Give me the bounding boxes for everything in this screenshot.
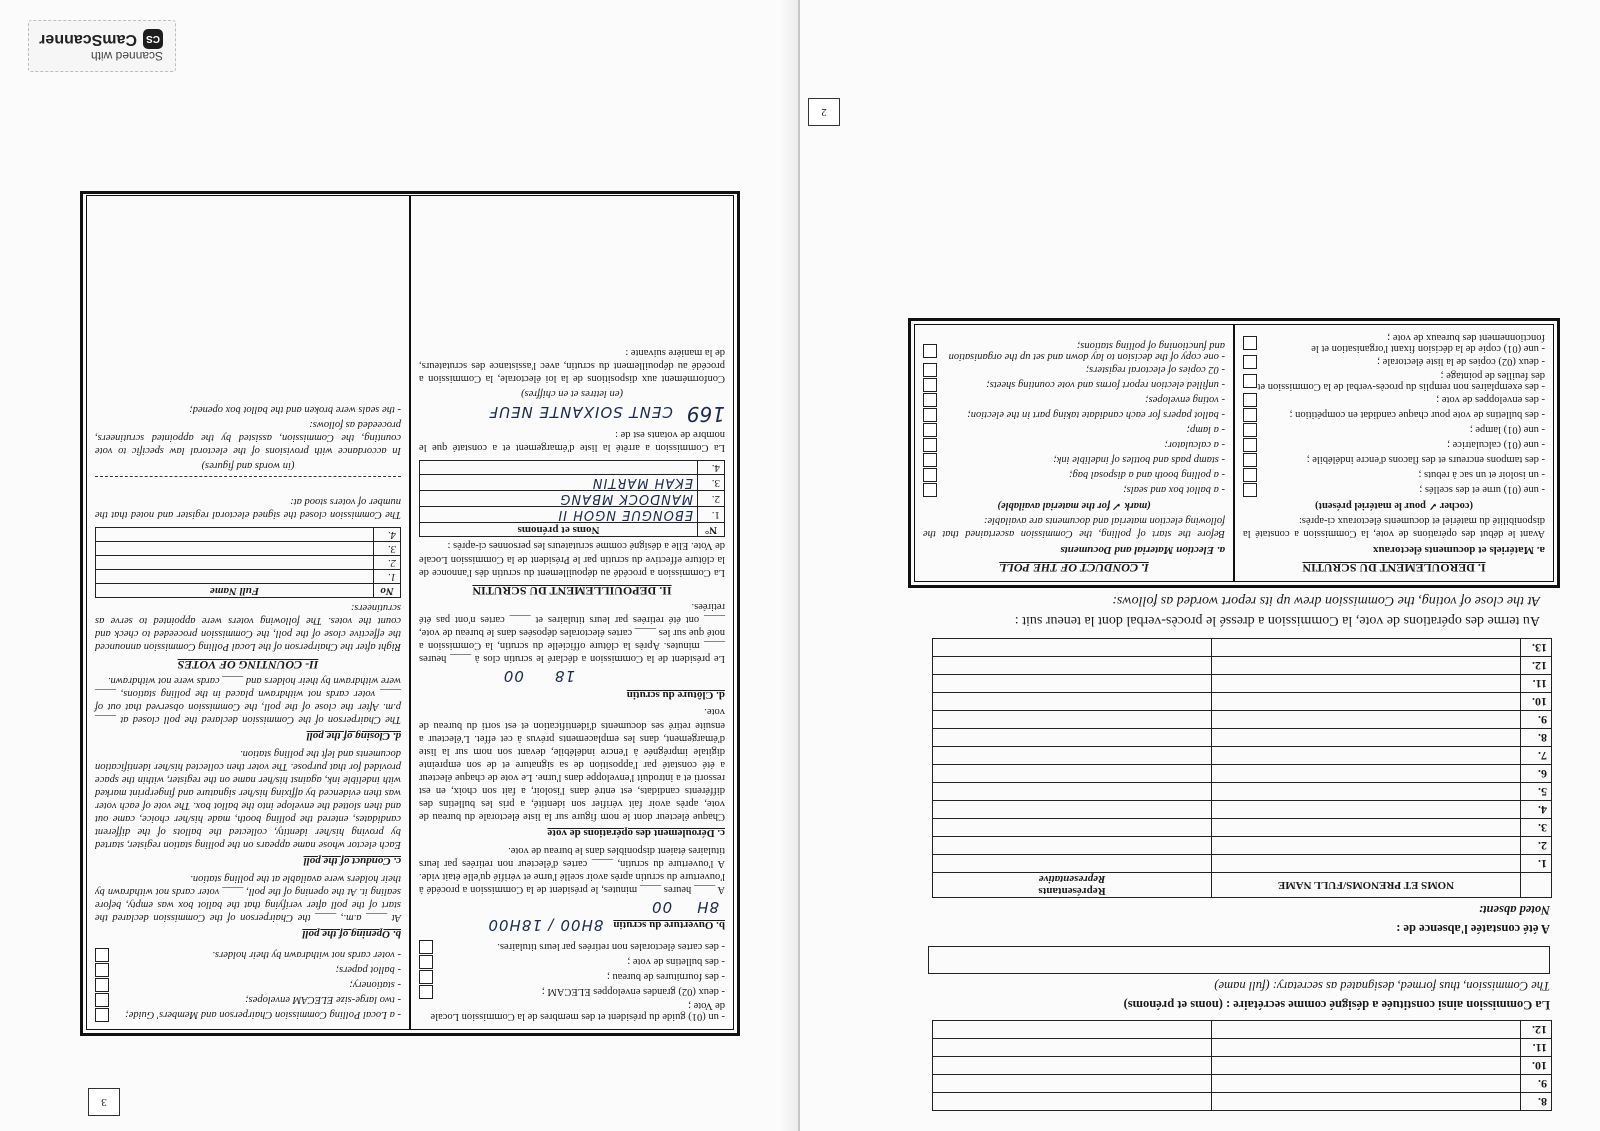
section-1-french — [1233, 325, 1553, 581]
row-number: 11. — [1521, 675, 1552, 693]
scrutineer-name — [420, 461, 698, 475]
no-header: N° — [698, 523, 725, 537]
secretary-field — [928, 946, 1550, 974]
row-number: 9. — [1521, 711, 1552, 729]
material-item-en: - a polling booth and a disposal bag; — [1068, 469, 1225, 481]
row-number: 3. — [1521, 819, 1552, 837]
row-number: 1. — [1521, 855, 1552, 873]
page-fold-shadow — [780, 0, 798, 1131]
material-item-fr: - des fournitures de bureau ; — [606, 971, 725, 983]
report-intro-en: At the close of voting, the Commission drew up its report worded as follows: — [1112, 593, 1540, 608]
material-checkbox[interactable] — [923, 378, 937, 392]
table-row — [933, 837, 1552, 855]
material-checkbox[interactable] — [923, 438, 937, 452]
page-3-english — [87, 196, 409, 1029]
table-header-row — [420, 523, 725, 537]
absent-name-header: NOMS ET PRENOMS/FULL NAME — [1212, 873, 1521, 898]
row-number: 5. — [1521, 783, 1552, 801]
row-number: 12. — [1521, 657, 1552, 675]
voters-count-words-handwritten: CENT SOIXANTE NEUF — [488, 403, 673, 422]
counting-text-en: Right after the Chairperson of the Local Polling Commission announced the effective close of the poll, the Commission proceeded to check and count the votes. The following voters were appointed to serve as scrutineers: — [95, 601, 401, 652]
closing-minutes-handwritten: 00 — [502, 667, 524, 686]
material-item-en: - two large-size ELECAM envelopes; — [245, 994, 401, 1006]
table-row — [933, 729, 1552, 747]
voters-note-fr: (en lettres et en chiffres) — [521, 388, 623, 400]
section-1a-title-fr: a. Matériels et documents électoraux — [1373, 544, 1545, 556]
page-number: 2 — [808, 98, 840, 126]
material-checkbox[interactable] — [95, 948, 109, 962]
material-item-fr: - des cartes électorales non retirées par leurs titulaires. — [497, 941, 725, 953]
material-checkbox[interactable] — [1243, 355, 1257, 369]
table-header-row — [96, 584, 401, 598]
table-row — [420, 507, 725, 523]
row-number: 1. — [374, 570, 401, 584]
material-item-en: - one copy of the decision to lay down and set up the organisation and functioning of polling stations; — [948, 339, 1225, 362]
material-item-en: - a lamp; — [1186, 424, 1225, 436]
opening-hours-handwritten: 8H — [696, 898, 719, 916]
material-checkbox[interactable] — [1243, 374, 1257, 388]
secretary-label-en: The Commission, thus formed, designated as secretary: (full name) — [1214, 979, 1550, 993]
secretary-label-fr: La Commission ainsi constituée a désigné comme secrétaire : (noms et prénoms) — [1123, 998, 1550, 1012]
table-row — [420, 491, 725, 507]
voters-note-en: (in words and figures) — [201, 460, 295, 472]
section-1a-note-fr: (cocher ✓ pour le matériel présent) — [1315, 499, 1473, 511]
row-number: 2. — [1521, 837, 1552, 855]
opening-time-handwritten: 8H00 / 18H00 — [487, 916, 604, 934]
row-number: 9. — [1521, 1075, 1552, 1093]
conduct-title-fr: c. Déroulement des opérations de vote — [547, 827, 725, 840]
closing-hours-handwritten: 18 — [553, 667, 575, 686]
table-row — [933, 639, 1552, 657]
material-item-en: - ballot papers; — [335, 964, 401, 976]
voters-count-handwritten: 169 — [686, 402, 725, 427]
material-item-en: - stamp pads and bottles of indelible ink; — [1053, 454, 1225, 466]
table-row — [933, 675, 1552, 693]
material-item-en: - stationery; — [349, 979, 401, 991]
table-row — [420, 475, 725, 491]
section-1a-title-en: a. Election Material and Documents — [1060, 544, 1225, 556]
scrutineer-name: MANDOCK MBANG — [420, 491, 698, 507]
table-row — [96, 542, 401, 556]
material-checkbox[interactable] — [923, 408, 937, 422]
page-2 — [820, 91, 1560, 1111]
material-checkbox[interactable] — [923, 393, 937, 407]
opening-minutes-handwritten: 00 — [651, 898, 673, 916]
table-row — [933, 1057, 1552, 1075]
section-1a-text-fr: Avant le début des opérations de vote, la Commission a constaté la disponibilité du matériel et documents électoraux ci-après: — [1243, 514, 1545, 539]
material-item-fr: - une (01) copie de la décision fixant l'organisation et le fonctionnement des bureaux de vote ; — [1311, 331, 1545, 354]
table-row — [933, 1075, 1552, 1093]
row-number: 4. — [1521, 801, 1552, 819]
page-fold — [798, 0, 800, 1131]
table-row — [933, 747, 1552, 765]
opening-text-fr: A ____ heures ____ minutes, le président de la Commission a procédé à l'ouverture du scrutin après avoir scellé l'urne et vérifié qu'elle était vide. A l'ouverture du scrutin, ____ cartes d'électeur non retirées par leurs titulaires étaient disponibles dans le bureau de vote. — [419, 844, 725, 895]
material-checkbox[interactable] — [419, 970, 433, 984]
watermark-line1: Scanned with — [90, 49, 163, 63]
row-number: 4. — [698, 461, 725, 475]
table-row — [96, 570, 401, 584]
material-item-fr: - une (01) calculatrice ; — [1447, 439, 1545, 451]
scrutineers-table-en — [95, 528, 401, 599]
material-item-fr: - un isoloir et un sac à rebuts ; — [1418, 469, 1545, 481]
material-checkbox[interactable] — [95, 963, 109, 977]
material-checkbox[interactable] — [419, 985, 433, 999]
material-item-fr: - des bulletins de vote pour chaque candidat en compétition ; — [1289, 409, 1545, 421]
material-item-fr: - des enveloppes de vote ; — [1436, 394, 1545, 406]
table-row — [933, 1021, 1552, 1039]
table-row — [933, 765, 1552, 783]
conduct-text-fr: Chaque électeur dont le nom figure sur la liste électorale du bureau de vote, après avoir fait vérifier son identité, a pris les bulletins des différents candidats, est entré dans l'isoloir, a fait son choix, en est ressorti et a introduit l'enveloppe dans l'urne. Le vote de chaque électeur a été constaté par l'apposition de sa signature et de son empreinte digitale imprégnée à l'encre indélébile, devant son nom sur la liste d'émargement, dans les emplacements prévus à cet effet. L'électeur a ensuite retiré ses documents d'identification et est sorti du bureau de vote. — [419, 706, 725, 823]
section-1-english — [915, 325, 1233, 581]
name-header: Noms et prénoms — [420, 523, 698, 537]
counting-text-fr: La Commission a procédé au dépouillement du scrutin dès l'annonce de la clôture effective du scrutin par le Président de la Commission Locale de Vote. Elle a désigné comme scrutateurs les personnes ci-après : — [419, 540, 725, 578]
page-3-frame — [80, 191, 740, 1036]
material-checkbox[interactable] — [419, 940, 433, 954]
material-item-fr: - une (01) lampe ; — [1469, 424, 1545, 436]
row-number: 3. — [374, 542, 401, 556]
table-row — [933, 855, 1552, 873]
voters-text-en: The Commission closed the signed electoral register and noted that the number of voters stood at: — [95, 496, 401, 521]
material-checkbox[interactable] — [923, 344, 937, 358]
material-checkbox[interactable] — [923, 453, 937, 467]
row-number: 1. — [698, 507, 725, 523]
material-checkbox[interactable] — [95, 1008, 109, 1022]
page-number: 3 — [88, 1088, 120, 1116]
material-item-en: - a ballot box and seals; — [1123, 484, 1225, 496]
absence-label-en: Noted absent: — [1478, 903, 1550, 917]
material-checkbox[interactable] — [923, 468, 937, 482]
scrutineer-name: EBONGUE NGOH II — [420, 507, 698, 523]
table-row — [933, 657, 1552, 675]
table-row — [420, 461, 725, 475]
page-3 — [80, 176, 740, 1108]
material-checkbox[interactable] — [1243, 468, 1257, 482]
material-checkbox[interactable] — [1243, 453, 1257, 467]
opening-title-en: b. Opening of the poll — [302, 928, 401, 940]
absent-members-table — [932, 638, 1552, 898]
row-number: 12. — [1521, 1021, 1552, 1039]
section-1a-note-en: (mark ✓ for the material available) — [997, 499, 1151, 511]
material-item-en: - a Local Polling Commission Chairperson and Members' Guide; — [125, 1009, 401, 1021]
table-row — [96, 528, 401, 542]
no-header: No — [374, 584, 401, 598]
scrutineers-table-fr — [419, 460, 725, 537]
table-row — [933, 711, 1552, 729]
row-number: 2. — [698, 491, 725, 507]
counting-title-en: II- COUNTING OF VOTES — [177, 658, 319, 672]
section-1-title-en: I. CONDUCT OF THE POLL — [999, 561, 1149, 575]
voters-text-fr: La Commission a arrêté la liste d'émargement et a constaté que le nombre de votants est de : — [419, 429, 725, 454]
table-row — [96, 556, 401, 570]
material-item-fr: - des exemplaires non remplis du procès-verbal de la Commission et des feuilles de pointage ; — [1257, 369, 1545, 392]
page-3-french — [409, 196, 733, 1029]
material-item-en: - a calculator; — [1164, 439, 1225, 451]
row-number: 4. — [374, 528, 401, 542]
row-number: 13. — [1521, 639, 1552, 657]
material-item-fr: - des tampons encreurs et des flacons d'encre indélébile ; — [1306, 454, 1545, 466]
section-1-frame — [908, 318, 1560, 588]
conduct-title-en: c. Conduct of the poll — [303, 855, 401, 868]
material-item-en: - unfilled election report forms and vote counting sheets; — [986, 379, 1225, 391]
row-number: 10. — [1521, 1057, 1552, 1075]
material-item-en: - ballot papers for each candidate taking part in the election; — [967, 409, 1225, 421]
camscanner-logo-icon: CS — [143, 29, 163, 49]
row-number: 11. — [1521, 1039, 1552, 1057]
closing-text-en: The Chairperson of the Commission declared the poll closed at ____ p.m. After the close of the poll, the Commission observed that out of ____ voter cards not withdrawn placed in the polling stations, ____ were withdrawn by their holders and ____ cards were not withdrawn. — [95, 675, 401, 726]
material-item-en: - voting envelopes; — [1145, 394, 1225, 406]
material-checkbox[interactable] — [923, 363, 937, 377]
material-checkbox[interactable] — [923, 423, 937, 437]
material-checkbox[interactable] — [1243, 393, 1257, 407]
material-checkbox[interactable] — [923, 483, 937, 497]
table-row — [933, 693, 1552, 711]
row-number: 2. — [374, 556, 401, 570]
material-checkbox[interactable] — [95, 993, 109, 1007]
rep-header-fr: Représentants — [1038, 885, 1106, 897]
table-header-row — [933, 873, 1552, 898]
row-number: 8. — [1521, 729, 1552, 747]
name-header: Full Name — [96, 584, 374, 598]
material-item-fr: - une (01) urne et des scellés ; — [1419, 484, 1545, 496]
material-checkbox[interactable] — [1243, 408, 1257, 422]
closing-title-fr: d. Clôture du scrutin — [626, 689, 725, 702]
rep-header-en: Representative — [1038, 873, 1106, 885]
members-table-continued — [932, 1020, 1552, 1111]
voters-count-field — [95, 476, 401, 491]
closing-text-fr: Le président de la Commission a déclaré le scrutin clos à ____ heures ____ minutes. Après la clôture officielle du scrutin, la Commission a noté que sur les ____ cartes électorales déposées dans le bureau de vote, ____ ont été retirées par leurs titulaires et ____ cartes n'ont pas été retirées. — [419, 600, 725, 665]
material-checkbox[interactable] — [419, 955, 433, 969]
material-item-fr: - deux (02) grandes enveloppes ELECAM ; — [541, 986, 725, 998]
material-item-en: - voter cards not withdrawn by their holders. — [212, 949, 401, 961]
absence-label-fr: A été constatée l'absence de : — [1396, 922, 1550, 936]
material-item-fr: - des bulletins de vote ; — [627, 956, 725, 968]
section-1-title-fr: I. DEROULEMENT DU SCRUTIN — [1302, 561, 1486, 575]
scrutineer-name: EKAH MARTIN — [420, 475, 698, 491]
row-number: 8. — [1521, 1093, 1552, 1111]
table-row — [933, 1039, 1552, 1057]
table-row — [933, 783, 1552, 801]
table-row — [933, 1093, 1552, 1111]
counting-closing-text-fr: Conformément aux dispositions de la loi électorale, la Commission a procédé au dépouillement du scrutin, avec l'assistance des scrutateurs, de la manière suivante : — [419, 346, 725, 384]
section-1a-text-en: Before the start of polling, the Commission ascertained that the following election material and documents are available: — [923, 514, 1225, 539]
counting-title-fr: II. DEPOUILLEMENT DU SCRUTIN — [472, 583, 672, 598]
absent-rep-header — [933, 873, 1212, 898]
material-checkbox[interactable] — [95, 978, 109, 992]
report-intro-fr: Au terme des opérations de vote, la Commission a dressé le procès-verbal dont la teneur suit : — [1014, 613, 1540, 628]
material-item-fr: - deux (02) copies de la liste électorale ; — [1377, 356, 1545, 368]
row-number: 10. — [1521, 693, 1552, 711]
conduct-text-en: Each elector whose name appears on the polling station register, started by proving his/her identity, collected the ballots of the different candidates, entered the polling booth, made his/her choice, came out and then slotted the envelope into the ballot box. The vote of each voter was then evidenced by affixing his/her signature and fingerprint marked with indelible ink, against his/her name on the register, within the space provided for that purpose. The voter then collected his/her identification documents and left the polling station. — [95, 747, 401, 851]
counting-first-step-en: - the seals were broken and the ballot box opened; — [189, 403, 401, 415]
material-item-fr: - un (01) guide du président et des membres de la Commission Locale de Vote ; — [430, 1000, 725, 1022]
material-checkbox[interactable] — [1243, 336, 1257, 350]
opening-text-en: At ____ a.m., ____ the Chairperson of the Commission declared the start of the poll after verifying that the ballot box was empty, before sealing it. At the opening of the poll, ____ voter cards not withdrawn by their holders were available at the polling station. — [95, 872, 401, 923]
closing-title-en: d. Closing of the poll — [306, 730, 401, 743]
table-row — [933, 801, 1552, 819]
material-checkbox[interactable] — [1243, 483, 1257, 497]
row-number: 3. — [698, 475, 725, 491]
material-item-en: - 02 copies of electoral registers; — [1085, 364, 1225, 376]
row-number: 6. — [1521, 765, 1552, 783]
counting-closing-text-en: In accordance with provisions of the electoral law specific to vote counting, the Commission, assisted by the appointed scrutineers, proceeded as follows: — [95, 418, 401, 457]
opening-title-fr: b. Ouverture du scrutin — [613, 919, 725, 931]
watermark-brand: CamScanner — [39, 31, 137, 48]
table-row — [933, 819, 1552, 837]
material-checkbox[interactable] — [1243, 423, 1257, 437]
row-number: 7. — [1521, 747, 1552, 765]
material-checkbox[interactable] — [1243, 438, 1257, 452]
